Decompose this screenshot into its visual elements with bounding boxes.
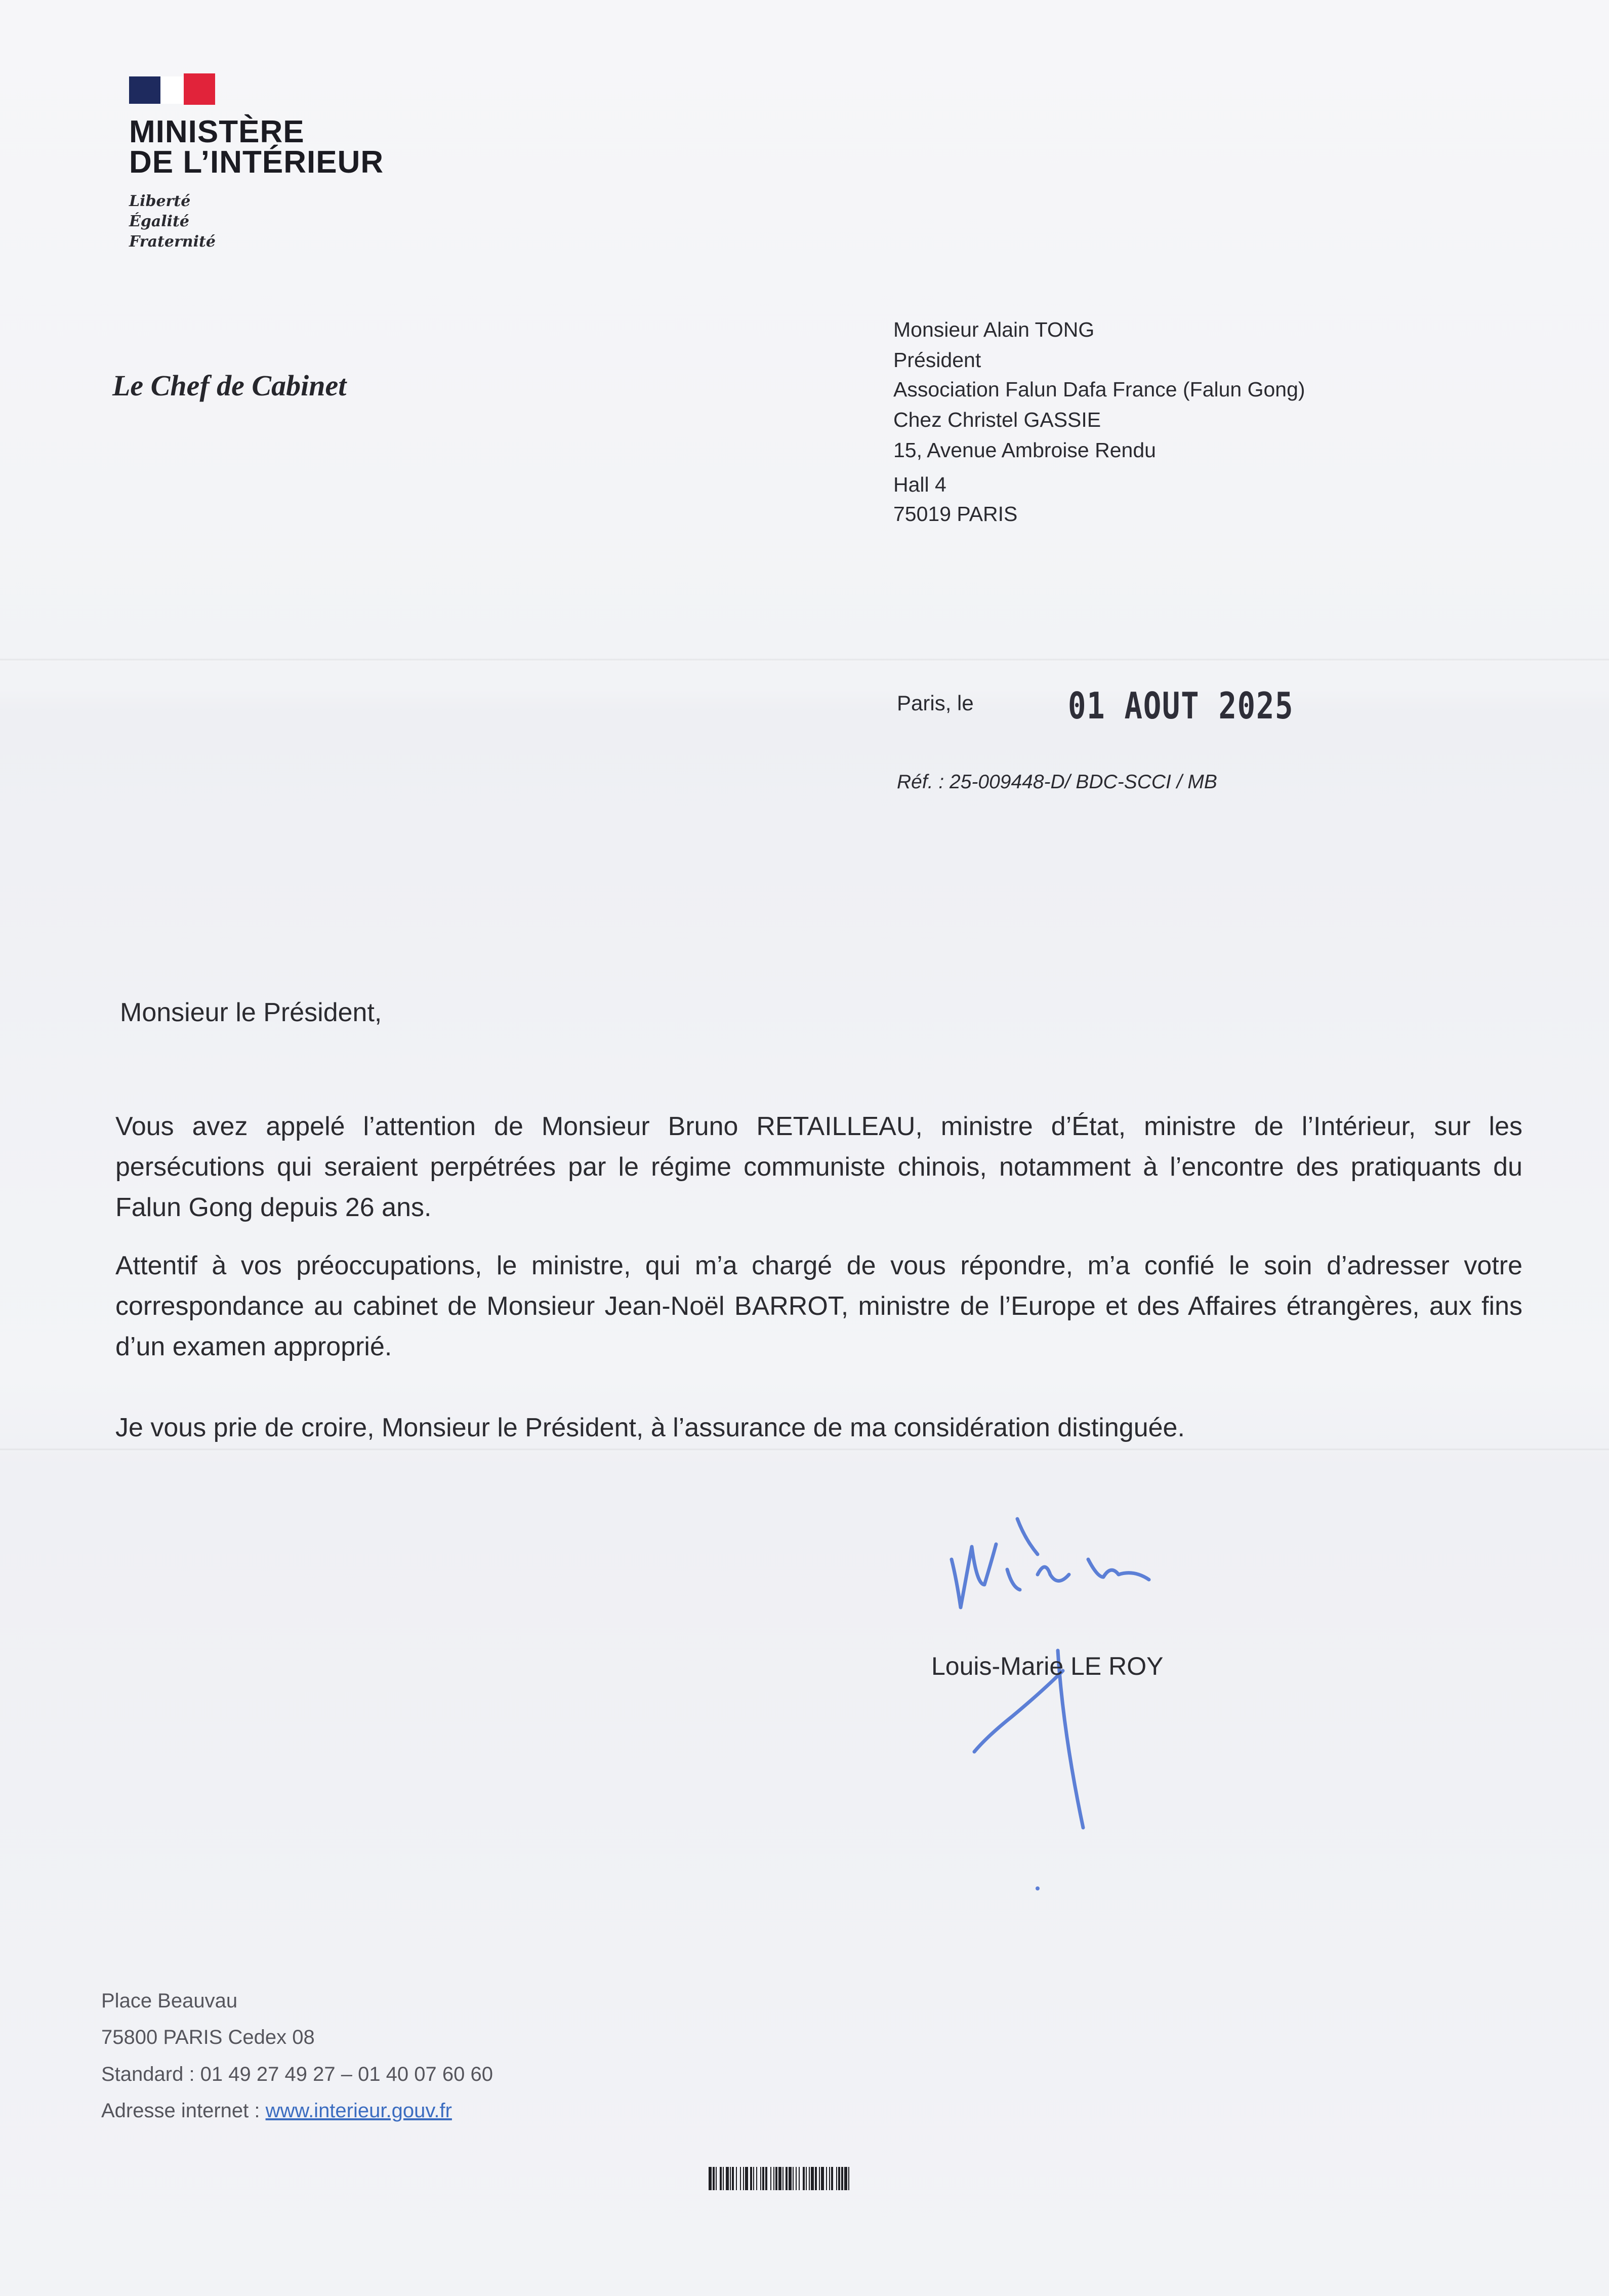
motto-fraternite: Fraternité <box>129 233 216 251</box>
sender-title: Le Chef de Cabinet <box>112 369 347 402</box>
marianne-flag-icon <box>129 73 220 107</box>
address-line: 75019 PARIS <box>893 502 1018 526</box>
paper-fold <box>0 1448 1609 1451</box>
motto-egalite: Égalité <box>129 213 190 230</box>
closing-paragraph: Je vous prie de croire, Monsieur le Président, à l’assurance de ma considération distinguée. <box>115 1413 1185 1442</box>
footer-website <box>101 2100 452 2122</box>
body-paragraph: Attentif à vos préoccupations, le ministre, qui m’a chargé de vous répondre, m’a confié le soin d’adresser votre correspondance au cabinet de Monsieur Jean-Noël BARROT, ministre de l’Europe et des Affaires étrangères, aux fins d’un examen approprié. <box>115 1251 1522 1361</box>
signatory-name: Louis-Marie LE ROY <box>931 1652 1164 1680</box>
handwritten-signature <box>936 1499 1265 1914</box>
website-link[interactable]: www.interieur.gouv.fr <box>265 2100 452 2122</box>
address-line: Hall 4 <box>893 473 946 496</box>
body-paragraph: Vous avez appelé l’attention de Monsieur Bruno RETAILLEAU, ministre d’État, ministre de l’Intérieur, sur les persécutions qui seraient perpétrées par le régime communiste chinois, notamment à l’encontre des pratiquants du Falun Gong depuis 26 ans. <box>115 1112 1522 1222</box>
date-label: Paris, le <box>897 691 974 715</box>
address-line: Association Falun Dafa France (Falun Gong) <box>893 378 1305 401</box>
date-stamp: 01 AOUT 2025 <box>1068 684 1294 727</box>
footer-phone: Standard : 01 49 27 49 27 – 01 40 07 60 60 <box>101 2063 493 2085</box>
footer-address-line: Place Beauvau <box>101 1990 238 2012</box>
barcode-icon <box>709 2167 936 2190</box>
ministry-name-line1: MINISTÈRE <box>129 114 305 149</box>
address-line: Monsieur Alain TONG <box>893 318 1095 341</box>
paper-fold <box>0 658 1609 661</box>
address-line: Président <box>893 348 981 372</box>
motto-liberte: Liberté <box>129 192 191 210</box>
salutation: Monsieur le Président, <box>120 998 382 1027</box>
address-line: 15, Avenue Ambroise Rendu <box>893 438 1156 462</box>
reference-number: Réf. : 25-009448-D/ BDC-SCCI / MB <box>897 771 1217 793</box>
website-label: Adresse internet : <box>101 2100 266 2122</box>
ministry-name-line2: DE L’INTÉRIEUR <box>129 145 384 180</box>
footer-address-line: 75800 PARIS Cedex 08 <box>101 2026 315 2048</box>
address-line: Chez Christel GASSIE <box>893 408 1101 431</box>
